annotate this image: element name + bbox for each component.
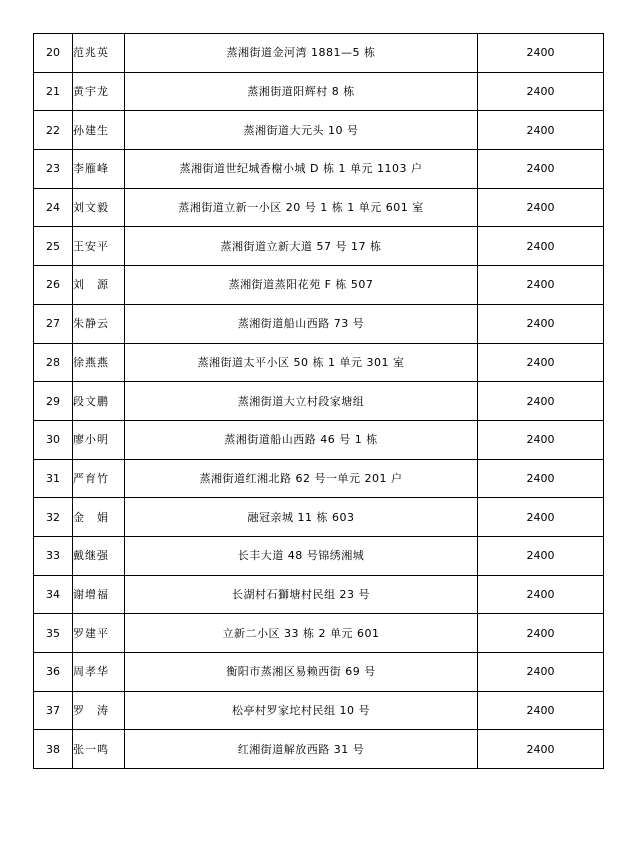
row-number: 34	[34, 575, 73, 614]
row-address: 长湖村石獅塘村民组 23 号	[125, 575, 478, 614]
row-address: 蒸湘街道大立村段家塘组	[125, 382, 478, 421]
row-number: 35	[34, 614, 73, 653]
row-amount: 2400	[478, 72, 604, 111]
row-number: 29	[34, 382, 73, 421]
row-amount: 2400	[478, 536, 604, 575]
row-amount: 2400	[478, 266, 604, 305]
table-row	[34, 575, 604, 614]
row-amount: 2400	[478, 150, 604, 189]
row-name: 金 娟	[73, 498, 125, 537]
table-row	[34, 34, 604, 73]
row-amount: 2400	[478, 382, 604, 421]
row-amount: 2400	[478, 111, 604, 150]
row-number: 38	[34, 730, 73, 769]
row-address: 蒸湘街道船山西路 46 号 1 栋	[125, 420, 478, 459]
row-address: 融冠亲城 11 栋 603	[125, 498, 478, 537]
row-number: 36	[34, 653, 73, 692]
row-name: 罗建平	[73, 614, 125, 653]
row-amount: 2400	[478, 691, 604, 730]
row-address: 蒸湘街道蒸阳花苑 F 栋 507	[125, 266, 478, 305]
table-row	[34, 382, 604, 421]
row-number: 27	[34, 304, 73, 343]
row-name: 周孝华	[73, 653, 125, 692]
table-row	[34, 304, 604, 343]
row-address: 蒸湘街道太平小区 50 栋 1 单元 301 室	[125, 343, 478, 382]
records-table-body	[34, 34, 604, 769]
row-name: 王安平	[73, 227, 125, 266]
row-address: 松亭村罗家坨村民组 10 号	[125, 691, 478, 730]
row-amount: 2400	[478, 304, 604, 343]
row-name: 黄宇龙	[73, 72, 125, 111]
row-amount: 2400	[478, 575, 604, 614]
row-number: 28	[34, 343, 73, 382]
table-row	[34, 691, 604, 730]
row-number: 32	[34, 498, 73, 537]
row-number: 31	[34, 459, 73, 498]
row-amount: 2400	[478, 188, 604, 227]
row-address: 蒸湘街道立新一小区 20 号 1 栋 1 单元 601 室	[125, 188, 478, 227]
table-row	[34, 420, 604, 459]
row-amount: 2400	[478, 227, 604, 266]
table-row	[34, 536, 604, 575]
row-name: 罗 涛	[73, 691, 125, 730]
row-address: 红湘街道解放西路 31 号	[125, 730, 478, 769]
table-row	[34, 459, 604, 498]
row-name: 范兆英	[73, 34, 125, 73]
row-number: 37	[34, 691, 73, 730]
records-table	[33, 33, 604, 769]
row-name: 谢增福	[73, 575, 125, 614]
row-amount: 2400	[478, 653, 604, 692]
row-address: 蒸湘街道船山西路 73 号	[125, 304, 478, 343]
row-number: 30	[34, 420, 73, 459]
row-name: 刘文毅	[73, 188, 125, 227]
row-name: 孙建生	[73, 111, 125, 150]
row-address: 蒸湘街道立新大道 57 号 17 栋	[125, 227, 478, 266]
row-name: 张一鸣	[73, 730, 125, 769]
table-row	[34, 72, 604, 111]
row-amount: 2400	[478, 459, 604, 498]
row-number: 25	[34, 227, 73, 266]
row-amount: 2400	[478, 343, 604, 382]
row-address: 立新二小区 33 栋 2 单元 601	[125, 614, 478, 653]
table-row	[34, 614, 604, 653]
row-number: 20	[34, 34, 73, 73]
table-row	[34, 111, 604, 150]
row-number: 22	[34, 111, 73, 150]
row-amount: 2400	[478, 34, 604, 73]
table-row	[34, 266, 604, 305]
row-number: 33	[34, 536, 73, 575]
row-name: 段文鹏	[73, 382, 125, 421]
row-address: 长丰大道 48 号锦绣湘城	[125, 536, 478, 575]
table-row	[34, 653, 604, 692]
table-row	[34, 227, 604, 266]
table-row	[34, 730, 604, 769]
row-address: 蒸湘街道世纪城香榭小城 D 栋 1 单元 1103 户	[125, 150, 478, 189]
row-address: 蒸湘街道阳辉村 8 栋	[125, 72, 478, 111]
row-name: 朱静云	[73, 304, 125, 343]
row-address: 衡阳市蒸湘区易赖西街 69 号	[125, 653, 478, 692]
table-row	[34, 188, 604, 227]
table-row	[34, 343, 604, 382]
row-name: 刘 源	[73, 266, 125, 305]
row-amount: 2400	[478, 614, 604, 653]
row-address: 蒸湘街道金河湾 1881—5 栋	[125, 34, 478, 73]
row-number: 24	[34, 188, 73, 227]
row-amount: 2400	[478, 498, 604, 537]
row-address: 蒸湘街道红湘北路 62 号一单元 201 户	[125, 459, 478, 498]
row-amount: 2400	[478, 730, 604, 769]
row-name: 戴继强	[73, 536, 125, 575]
row-name: 严育竹	[73, 459, 125, 498]
row-number: 23	[34, 150, 73, 189]
row-amount: 2400	[478, 420, 604, 459]
row-number: 26	[34, 266, 73, 305]
row-name: 廖小明	[73, 420, 125, 459]
row-address: 蒸湘街道大元头 10 号	[125, 111, 478, 150]
row-number: 21	[34, 72, 73, 111]
row-name: 李雁峰	[73, 150, 125, 189]
table-row	[34, 498, 604, 537]
row-name: 徐燕燕	[73, 343, 125, 382]
table-row	[34, 150, 604, 189]
